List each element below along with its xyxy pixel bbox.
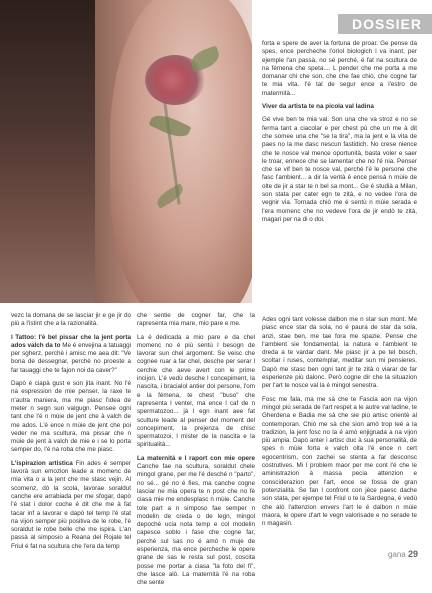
article-column-right-bottom <box>262 316 417 533</box>
page-number: 29 <box>407 549 418 559</box>
paragraph: Fin ades é semper lavorà sun emozion leade a momenc de mia vita o a la jent che me stasc vejin. Al scomenz, dò la scola, lavorae soraldut canche ere arrabiada per me sfogar, dapò l'é stat i dolor coche é dit che me à fat tacar inf a lavorar e dapò tel temp l'é stat na vijon semper più positiva de le robe, l'é soraldut le robe belle che me ispira. L'an passà al simposio a Reana del Rojale tel Friul é fat na scultura che l'era da temp <box>11 459 131 550</box>
magazine-name: gana <box>387 550 406 559</box>
paragraph: Ades ogni tant volesse dalbon me n star sun mont. Me piasc ence star da sola, no é paura de star da sola, anzi, stae ben, me tae fora me spazie. Pense che l'ambient sie fondamental, la natura e l'ambient te dreda a te vardar dant. Me piasc jir a pe tel bosch, scoltar i ruses, contemplar, meditar sun mi pensieres. Dapò me stasc ben ogni tant jir te zità o viarar de far esperienze più dalonc. Però cogne dir che la situazion per l'art te nosce val la é mingol senestra. <box>262 316 417 390</box>
paragraph: vezc la domana de se lasciar jir e ge jir do più a l'istint che a la razionalità. <box>11 312 131 328</box>
subheading: La maternità e l raport con mie opere <box>137 454 255 462</box>
paragraph: La é dedicada a mio pare e da chel momenc no é più sentù l besogn de lavorar sun chel argoment. Se veisc che cognee ruar a far chel, desche per serar l cerchie che aeve avert con le prime incijon. L'é vedù desche l concepiment, la nascita, i bracialol antier doi persone, l'om e la fémena, te chest "buso" che rapresenta l venter, ma ence l caf de n spermatozoo... jà l egn inant aee fat sculture leade al penser del moment del concepiment, la prejenza de chisc spermatozoi, l mister de la nascita e la spiritualità... <box>137 333 255 449</box>
subheading: Viver da artista te na picola val ladina <box>262 103 374 111</box>
paragraph: che sentie de cogner far, che la rapresenta mia mare, mio pare e me. <box>137 312 255 328</box>
paragraph: Me é envejina a tatuaggi per sgherz, perchè i amisc me aea dit: "Ve bona de dessegnar, perchè no proeste a far tauaggi che te fajon noi da caver?" <box>11 341 132 374</box>
paragraph: Dapò é ciapà gust e son jita inant. No l'é na espression de mie penser, la raxe te n'autra maniera, ma me piasc l'idea de meter n segn sun valgugn. Pensee ogni tant che l'é n mùie de jent che à valch de me ados. L'é ence n mùie de jent che poi veder ne ma scultura, ma pissar che n mùie de jent à valch de mie e i se lo porta semper do, l'é na roba che me piasc. <box>11 380 131 454</box>
paragraph: forta e spere de aver la fortuna de proar. Ge pense da spes, ence percheche l'orìol biologich l va inant, per ejemple l'an passà, no sé perché, é fat na scultura de na fémena che speta.... L pender che me porta a me domanar chi che son, che che fae chiò, che cogne far te mia vita. I'é tal de segur ence a l'estro de matermità... <box>262 40 417 97</box>
article-column-left <box>11 312 131 556</box>
section-label: DOSSIER <box>338 14 432 34</box>
paragraph: Canche fae na scultura, soraldut chele mingol grane, per me l'é desché n "parto", no sé... gé no é fies, ma canche cogne lasciar ne mia opera te n post che no fè ciasa mie me endesplasc n mùie. Canche tole part a n simposo fae semper n modelin de creda o de legn, mingol depoché ucia nota temp e col modelin capesce soblo i fase che cogne far, perché sul sas no é amò n muje de esperienza, ma ence percheche le opere grane de sas le resta sul post, coscita posse me portar a ciasa "la foto del fi", che lasce alò. La maternità l'é na roba che sente <box>137 463 255 587</box>
lead-heading: L'ispirazion artistica <box>11 459 73 467</box>
photo-background <box>0 0 95 303</box>
paragraph: Gé vive ben te mia val. Son una che va stroz e no se ferma tant a ciacolar e per chest pù che un me à dit che somee una che "se la tira", ma la jent e la vita de paes no la me dasc nescun fastidich. No crese nience che te nosce val mence oportunità, basta voler e saer le troar, ennece che se lamentar che no l'é nia. Penser che se vif ben te nosce val, perché l'é le persone che fasc l'ambient... a dir la verità é ence pensà n mùie de olte de jir a star te n bel sa mont... Ge é studià a Milan, son stata per cater egn te zità, e no vedee l'ora de vegnir via. Tornada chiò me é sentù n mùie serada e l'era momenc che no vedeve l'ora de jir endò te zità, magari per na di o doi. <box>262 116 417 223</box>
lead-heading: l Tattoo: l'è bel pissar che la jent porta ados valch da to <box>11 333 131 349</box>
paragraph: Fosc me fala, ma me sà che te Fascia aon na vijon mingol più serada de l'art respet a le autre val ladine, te Gherdena e Badia me sà che sie più artisc orientè al contemporan. Chiò me sà che sion amò trop leé a la tradizion, la jent fosc no la é amò enjignada a na vijon più ampia. Dapò anter i artisc duc à sua personalità, de spes n mùie forta e valch olta l'é ence n cert egocentrism, con zachei se stenta a far desconsc costrutives. Mi l problem maor per me cont l'é che le aministrazion à massa pecia attenzion e consciderazion per l'art, ence se fossa de gran potenzialità. Se fan l confront con jèce paesc dache son stata, per ejempe tel Friul o te la Sardegna, é vedù che alò l'attenzion envers l'art le é dalbon n mùie maora, le opere d'art le vegn valorisade e no serade te n magasin. <box>262 395 417 528</box>
page-footer <box>388 549 418 559</box>
article-column-right-top <box>262 40 417 229</box>
tattoo-photo <box>0 0 252 303</box>
article-column-middle <box>137 312 255 593</box>
photo-leg <box>110 0 252 303</box>
